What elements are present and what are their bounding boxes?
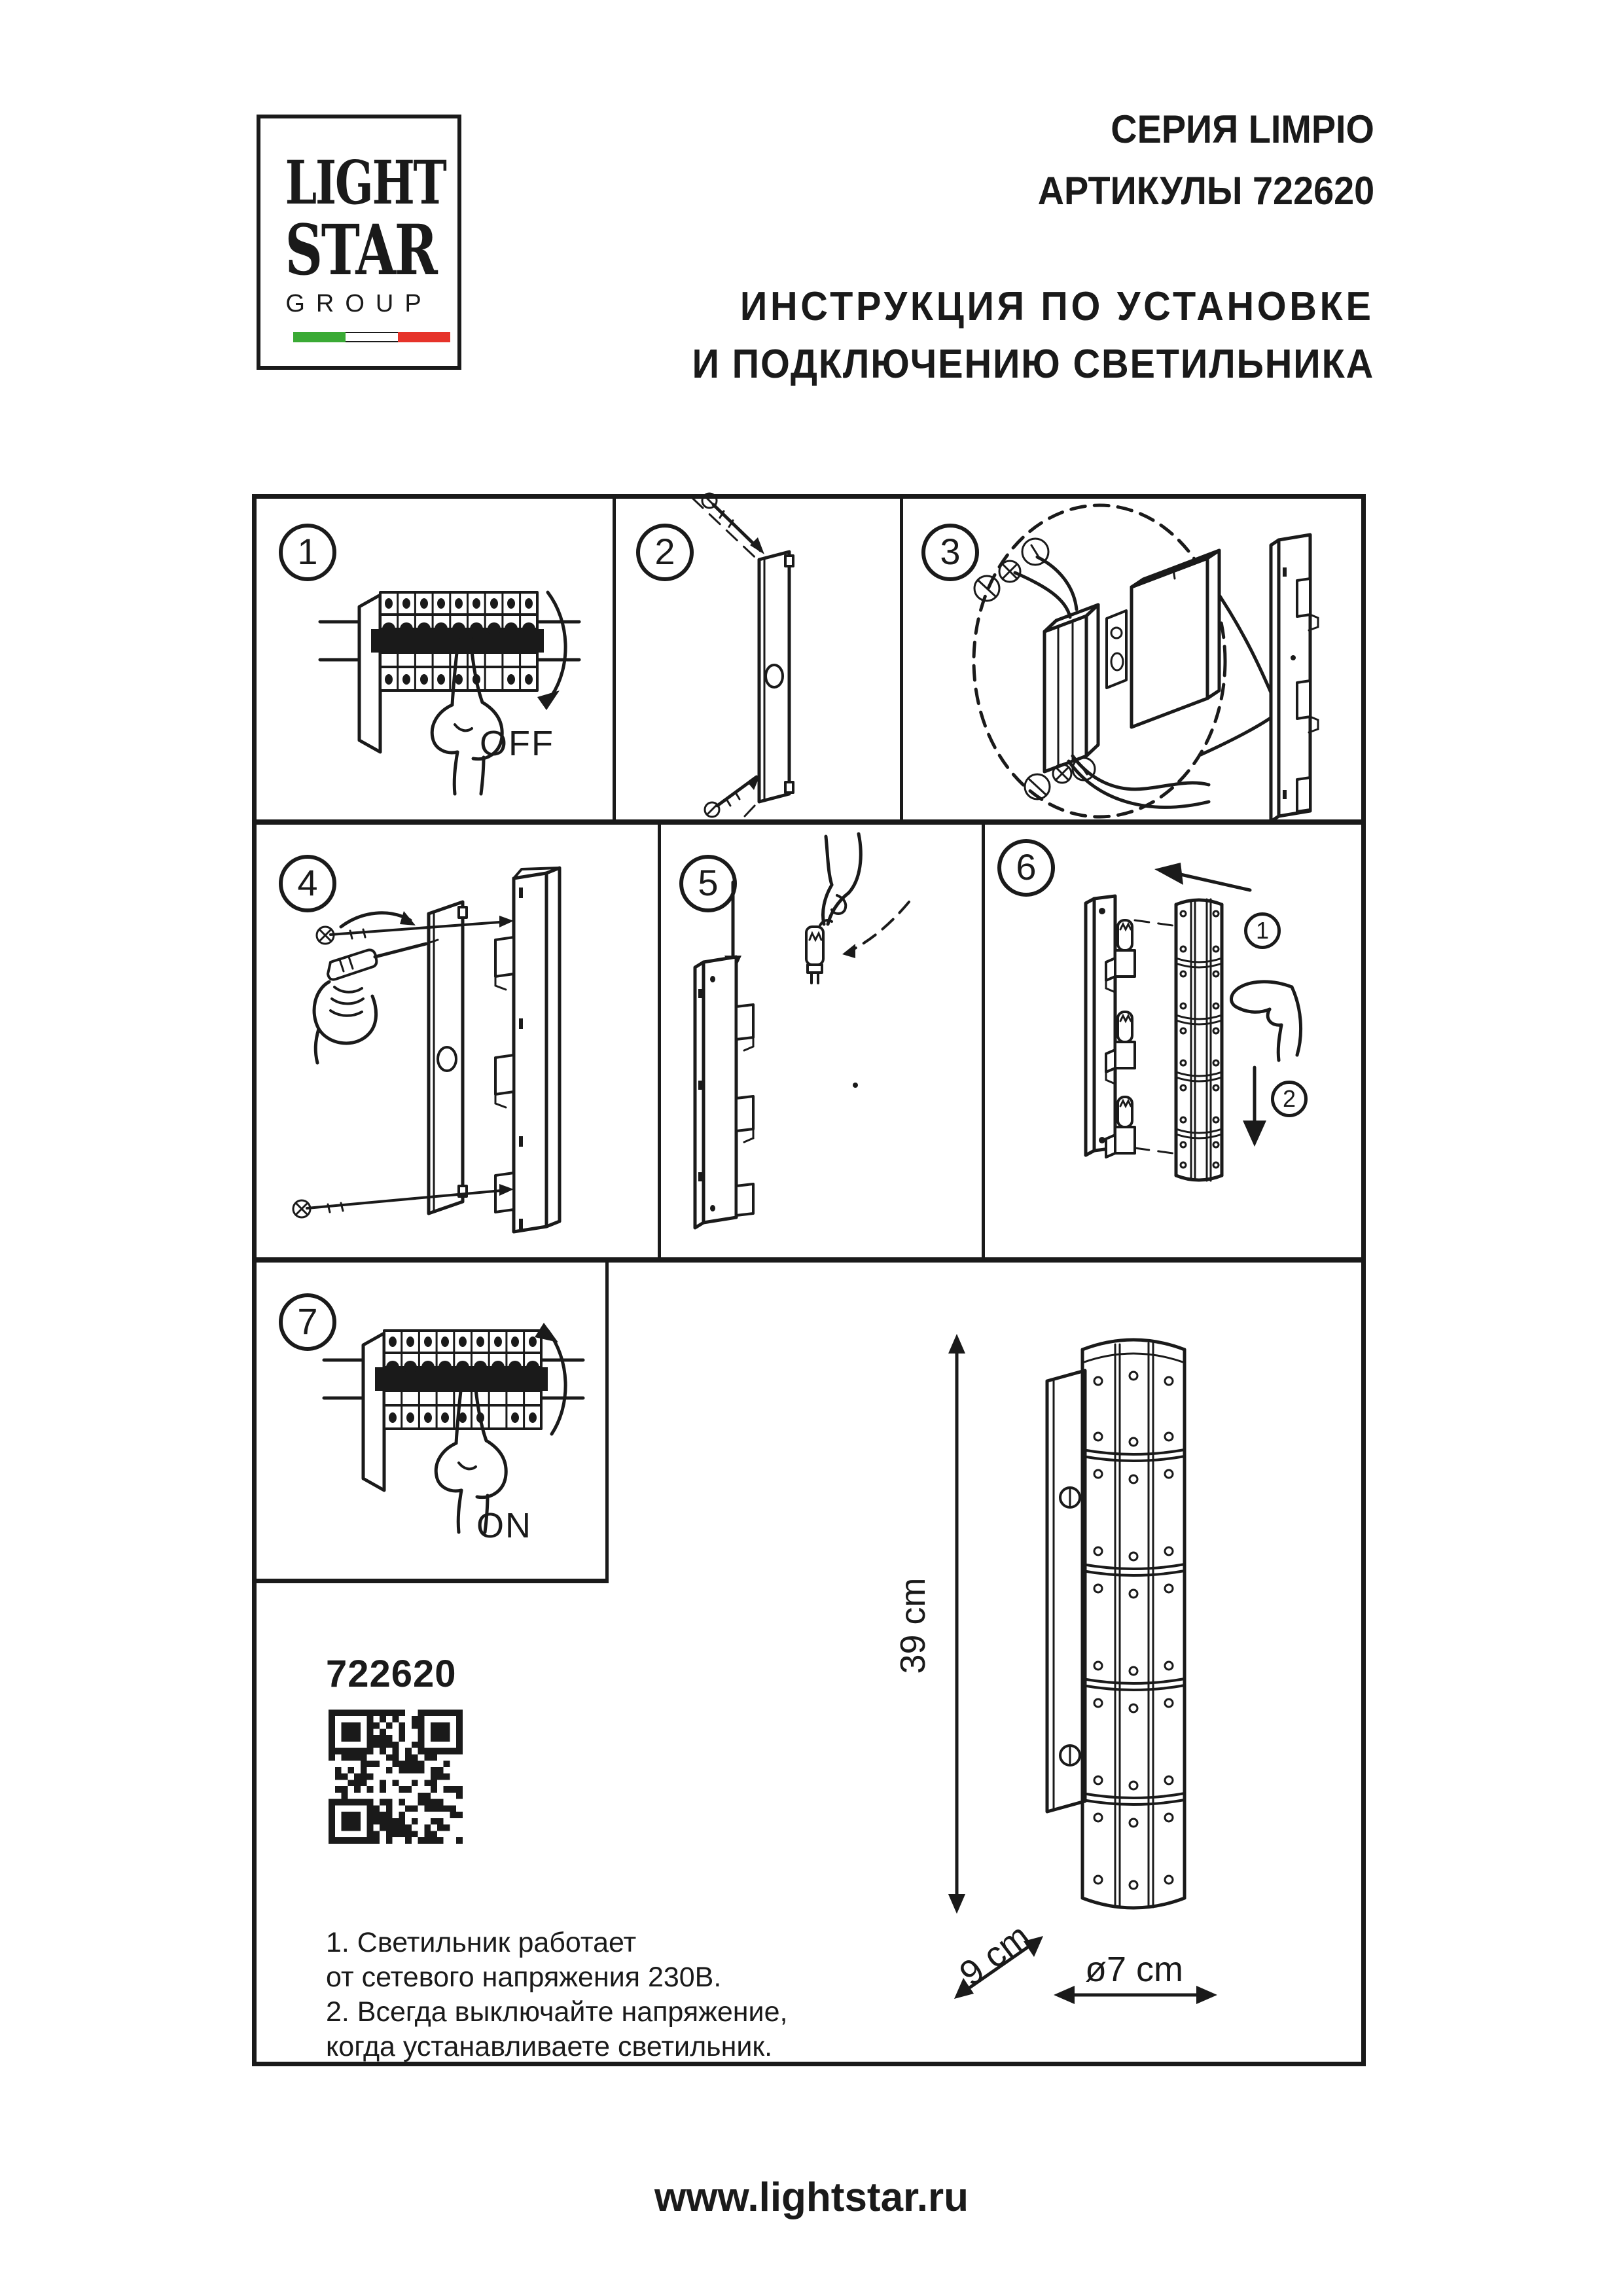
step6-illustration-shade <box>983 822 1366 1260</box>
instruction-title-line1: ИНСТРУКЦИЯ ПО УСТАНОВКЕ <box>740 284 1374 329</box>
lightstar-logo <box>257 115 461 370</box>
flag-white-stripe <box>346 332 398 342</box>
logo-group-text: GROUP <box>285 290 433 317</box>
off-label: OFF <box>480 724 554 763</box>
step6-substep-1-badge: 1 <box>1244 912 1281 949</box>
article-number: 722620 <box>326 1653 457 1695</box>
note-line-1: 1. Светильник работает <box>326 1927 637 1958</box>
website-url: www.lightstar.ru <box>654 2175 969 2220</box>
logo-italian-flag <box>293 332 450 342</box>
qr-code-svg <box>329 1710 463 1844</box>
flag-green-stripe <box>293 332 346 342</box>
step-6-number: 6 <box>997 839 1055 897</box>
step1-illustration-breaker-off <box>252 494 614 822</box>
panel7-bottom-border <box>252 1579 609 1583</box>
diameter-dimension-label: ø7 cm <box>1084 1950 1183 1989</box>
note-line-4: когда устанавливаете светильник. <box>326 2031 773 2062</box>
qr-code <box>329 1710 463 1844</box>
logo-light-text: LIGHT <box>285 147 446 218</box>
series-title: СЕРИЯ LIMPIO <box>1111 107 1374 151</box>
dimension-drawing <box>877 1302 1368 2036</box>
note-line-3: 2. Всегда выключайте напряжение, <box>326 1996 788 2028</box>
depth-dimension-label: 9 cm <box>952 1916 1037 1994</box>
step-4-number: 4 <box>279 855 336 912</box>
note-line-2: от сетевого напряжения 230В. <box>326 1962 722 1993</box>
step-3-number: 3 <box>921 524 979 581</box>
on-label: ON <box>476 1506 532 1545</box>
article-title: АРТИКУЛЫ 722620 <box>1037 169 1374 213</box>
step7-illustration-breaker-on <box>252 1260 609 1579</box>
step-7-number: 7 <box>279 1293 336 1351</box>
flag-red-stripe <box>398 332 450 342</box>
step6-substep-2-badge: 2 <box>1271 1081 1308 1117</box>
step-5-number: 5 <box>679 855 737 912</box>
height-dimension-label: 39 cm <box>893 1577 933 1674</box>
step4-illustration-screwdriver <box>252 822 659 1260</box>
step3-illustration-wiring-detail <box>901 494 1366 822</box>
step-2-number: 2 <box>636 524 694 581</box>
logo-star-text: STAR <box>285 209 437 291</box>
step-1-number: 1 <box>279 524 336 581</box>
safety-notes <box>326 1926 836 2064</box>
step2-illustration-bracket-screws <box>614 494 901 822</box>
instruction-title-line2: И ПОДКЛЮЧЕНИЮ СВЕТИЛЬНИКА <box>692 342 1374 387</box>
step5-illustration-bulb <box>659 822 983 1260</box>
